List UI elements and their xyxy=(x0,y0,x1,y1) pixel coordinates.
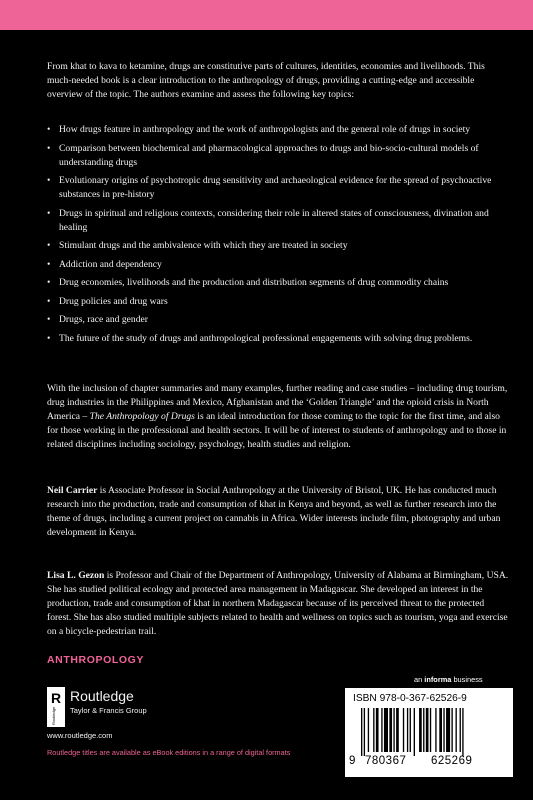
author-bio-gezon xyxy=(47,569,509,639)
topic-text: Drug economies, livelihoods and the production and distribution segments of drug commodity chains xyxy=(59,277,449,288)
topic-item xyxy=(47,142,513,170)
publisher-name: Routledge xyxy=(70,688,134,704)
topic-item xyxy=(47,174,513,202)
bullet-icon: • xyxy=(47,295,51,307)
topic-item xyxy=(47,276,513,290)
bullet-icon: • xyxy=(47,207,51,219)
barcode-stripe xyxy=(414,708,415,756)
topic-text: How drugs feature in anthropology and the work of anthropologists and the general role of drugs in society xyxy=(59,124,471,135)
bullet-icon: • xyxy=(47,277,51,288)
barcode-stripe xyxy=(451,708,452,752)
barcode-stripe xyxy=(423,708,424,752)
barcode-stripe xyxy=(456,708,457,752)
author-bio-text: is Associate Professor in Social Anthropology at the University of Bristol, UK. He has conducted much research into the production, trade and consumption of khat in Kenya and beyond, as well as further research into the theme of drugs, including a current project on cannabis in Africa. Wider interests include film, photography and urban development in Kenya. xyxy=(47,485,501,538)
barcode-stripe xyxy=(407,708,408,752)
barcode-stripe xyxy=(381,708,382,752)
barcode-stripe xyxy=(439,708,442,752)
barcode-stripe xyxy=(373,708,374,752)
barcode-box xyxy=(345,688,513,777)
intro-paragraph: From khat to kava to ketamine, drugs are constitutive parts of cultures, identities, economies and livelihoods. This much-needed book is a clear introduction to the anthropology of drugs, providing a cutting-edge and accessible overview of the topic. The authors examine and assess the following key topics: xyxy=(47,61,485,100)
top-pink-band xyxy=(0,0,533,30)
routledge-logo xyxy=(47,687,65,727)
barcode-stripe xyxy=(462,708,463,756)
topic-text: Stimulant drugs and the ambivalence with which they are treated in society xyxy=(59,240,348,251)
routledge-r-icon: R xyxy=(50,690,62,706)
topic-text: Comparison between biochemical and pharmacological approaches to drugs and bio-socio-cultural models of understanding drugs xyxy=(59,142,479,168)
barcode-digit-first: 9 xyxy=(349,755,356,767)
closing-text-before: With the inclusion of chapter summaries and many examples, further reading and case studies – including drug tourism, drug industries in the Philippines and Mexico, Afghanistan and the ‘Golden Triangle’ and the opioid crisis in North America – xyxy=(47,383,508,422)
topic-item xyxy=(47,207,513,235)
barcode-stripe xyxy=(419,708,422,752)
bullet-icon: • xyxy=(47,240,51,251)
informa-brand: informa xyxy=(424,675,452,684)
bullet-icon: • xyxy=(47,124,51,135)
topic-text: Drugs, race and gender xyxy=(59,314,148,325)
topic-text: Drug policies and drug wars xyxy=(59,295,168,307)
topic-item xyxy=(47,239,513,253)
barcode-stripe xyxy=(426,708,429,752)
barcode-digit-group-2: 625269 xyxy=(431,755,473,767)
author-bio-text: is Professor and Chair of the Department of Anthropology, University of Alabama at Birmingham, USA. She has studied political ecology and protected area management in Madagascar. She developed an interest in the production, trade and consumption of khat in northern Madagascar because of its perceived threat to the protected forest. She has also studied multiple subjects related to health and wellness on topics such as tourism, yoga and exercise on a bicycle-pedestrian trail. xyxy=(47,570,509,637)
logo-vertical-text: Routledge xyxy=(51,706,56,725)
bullet-icon: • xyxy=(47,258,51,270)
topic-item xyxy=(47,332,513,346)
barcode-stripe xyxy=(368,708,369,752)
barcode-icon xyxy=(361,708,501,756)
topic-item xyxy=(47,258,513,272)
barcode-digit-group-1: 780367 xyxy=(365,755,407,767)
bullet-icon: • xyxy=(47,142,51,154)
topic-item xyxy=(47,295,513,309)
barcode-stripe xyxy=(446,708,450,752)
publisher-url: www.routledge.com xyxy=(47,731,113,740)
subject-category: ANTHROPOLOGY xyxy=(47,654,145,666)
barcode-stripe xyxy=(403,708,404,752)
barcode-stripe xyxy=(396,708,399,752)
barcode-stripe xyxy=(410,708,411,752)
barcode-stripe xyxy=(430,708,431,752)
closing-paragraph xyxy=(47,382,509,452)
publisher-subtitle: Taylor & Francis Group xyxy=(70,706,147,715)
barcode-stripe xyxy=(376,708,379,752)
topic-text: Evolutionary origins of psychotropic drug sensitivity and archaeological evidence for the spread of psychoactive substances in pre-history xyxy=(59,175,492,200)
barcode-stripe xyxy=(393,708,394,752)
author-bio-carrier xyxy=(47,484,509,540)
barcode-stripe xyxy=(460,708,461,752)
topic-item xyxy=(47,123,513,137)
topic-item xyxy=(47,313,513,327)
barcode-stripe xyxy=(435,708,436,752)
topic-text: Addiction and dependency xyxy=(59,258,162,270)
barcode-stripe xyxy=(384,708,388,752)
informa-business-tag: an informa business xyxy=(414,675,483,684)
key-topics-list xyxy=(47,123,513,350)
topic-text: The future of the study of drugs and anthropological professional engagements with solving drug problems. xyxy=(59,332,473,344)
barcode-stripe xyxy=(389,708,392,752)
author-name: Neil Carrier xyxy=(47,485,98,496)
bullet-icon: • xyxy=(47,314,51,325)
bullet-icon: • xyxy=(47,332,51,344)
topic-text: Drugs in spiritual and religious contexts, considering their role in altered states of consciousness, divination and healing xyxy=(59,207,489,233)
ebook-note: Routledge titles are available as eBook editions in a range of digital formats xyxy=(47,748,291,757)
closing-text-after: is an ideal introduction for those coming to the topic for the first time, and also for those working in the professional and health sectors. It will be of interest to students of anthropology and to those in related disciplines including sociology, psychology, health studies and religion. xyxy=(47,411,507,450)
barcode-stripe xyxy=(364,708,365,756)
barcode-stripe xyxy=(361,708,362,756)
book-title: The Anthropology of Drugs xyxy=(89,411,195,422)
author-name: Lisa L. Gezon xyxy=(47,570,105,581)
isbn-label: ISBN 978-0-367-62526-9 xyxy=(353,693,467,704)
barcode-stripe xyxy=(443,708,444,752)
bullet-icon: • xyxy=(47,175,51,186)
